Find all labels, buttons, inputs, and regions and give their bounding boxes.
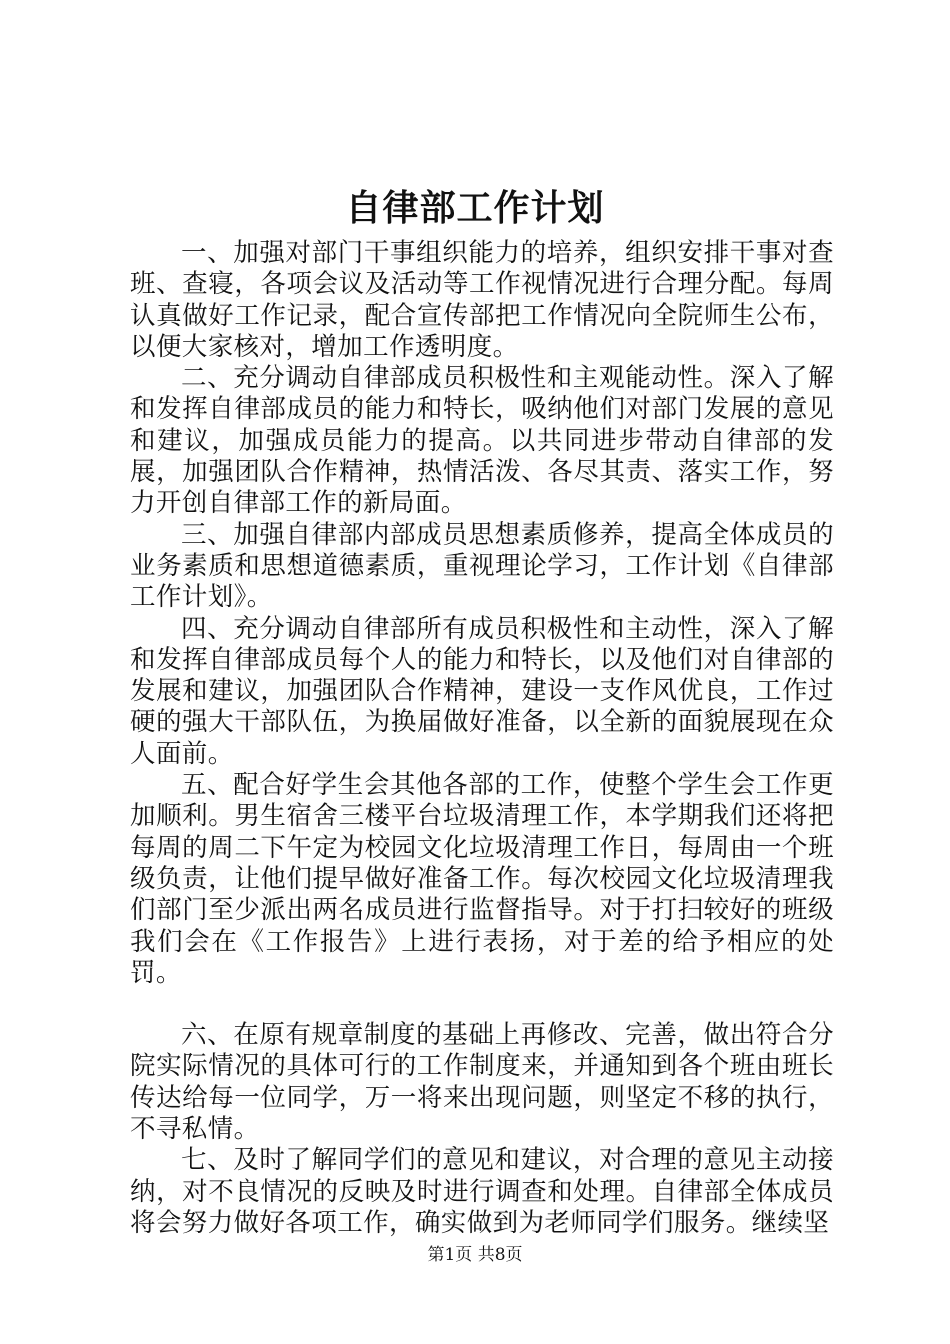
paragraph-6: 六、在原有规章制度的基础上再修改、完善，做出符合分院实际情况的具体可行的工作制度来，并通知到各个班由班长传达给每一位同学，万一将来出现问题，则坚定不移的执行，不寻私情。 [130,1020,834,1145]
paragraph-7: 七、及时了解同学们的意见和建议，对合理的意见主动接纳，对不良情况的反映及时进行调查和处理。自律部全体成员将会努力做好各项工作，确实做到为老师同学们服务。继续坚 [130,1145,834,1238]
paragraph-3: 三、加强自律部内部成员思想素质修养，提高全体成员的业务素质和思想道德素质，重视理论学习，工作计划《自律部工作计划》。 [130,519,834,613]
paragraph-1: 一、加强对部门干事组织能力的培养，组织安排干事对查班、查寝，各项会议及活动等工作视情况进行合理分配。每周认真做好工作记录，配合宣传部把工作情况向全院师生公布，以便大家核对，增加工作透明度。 [130,238,834,362]
document-body [130,238,834,1239]
paragraph-2: 二、充分调动自律部成员积极性和主观能动性。深入了解和发挥自律部成员的能力和特长，吸纳他们对部门发展的意见和建议，加强成员能力的提高。以共同进步带动自律部的发展，加强团队合作精神，热情活泼、各尽其责、落实工作，努力开创自律部工作的新局面。 [130,363,834,519]
paragraph-5: 五、配合好学生会其他各部的工作，使整个学生会工作更加顺利。男生宿舍三楼平台垃圾清理工作，本学期我们还将把每周的周二下午定为校园文化垃圾清理工作日，每周由一个班级负责，让他们提早做好准备工作。每次校园文化垃圾清理我们部门至少派出两名成员进行监督指导。对于打扫较好的班级我们会在《工作报告》上进行表扬，对于差的给予相应的处罚。 [130,770,834,988]
page-number-footer: 第1页 共8页 [427,1245,523,1265]
document-title: 自律部工作计划 [345,187,605,229]
paragraph-4: 四、充分调动自律部所有成员积极性和主动性，深入了解和发挥自律部成员每个人的能力和特长，以及他们对自律部的发展和建议，加强团队合作精神，建设一支作风优良，工作过硬的强大干部队伍，为换届做好准备，以全新的面貌展现在众人面前。 [130,613,834,769]
